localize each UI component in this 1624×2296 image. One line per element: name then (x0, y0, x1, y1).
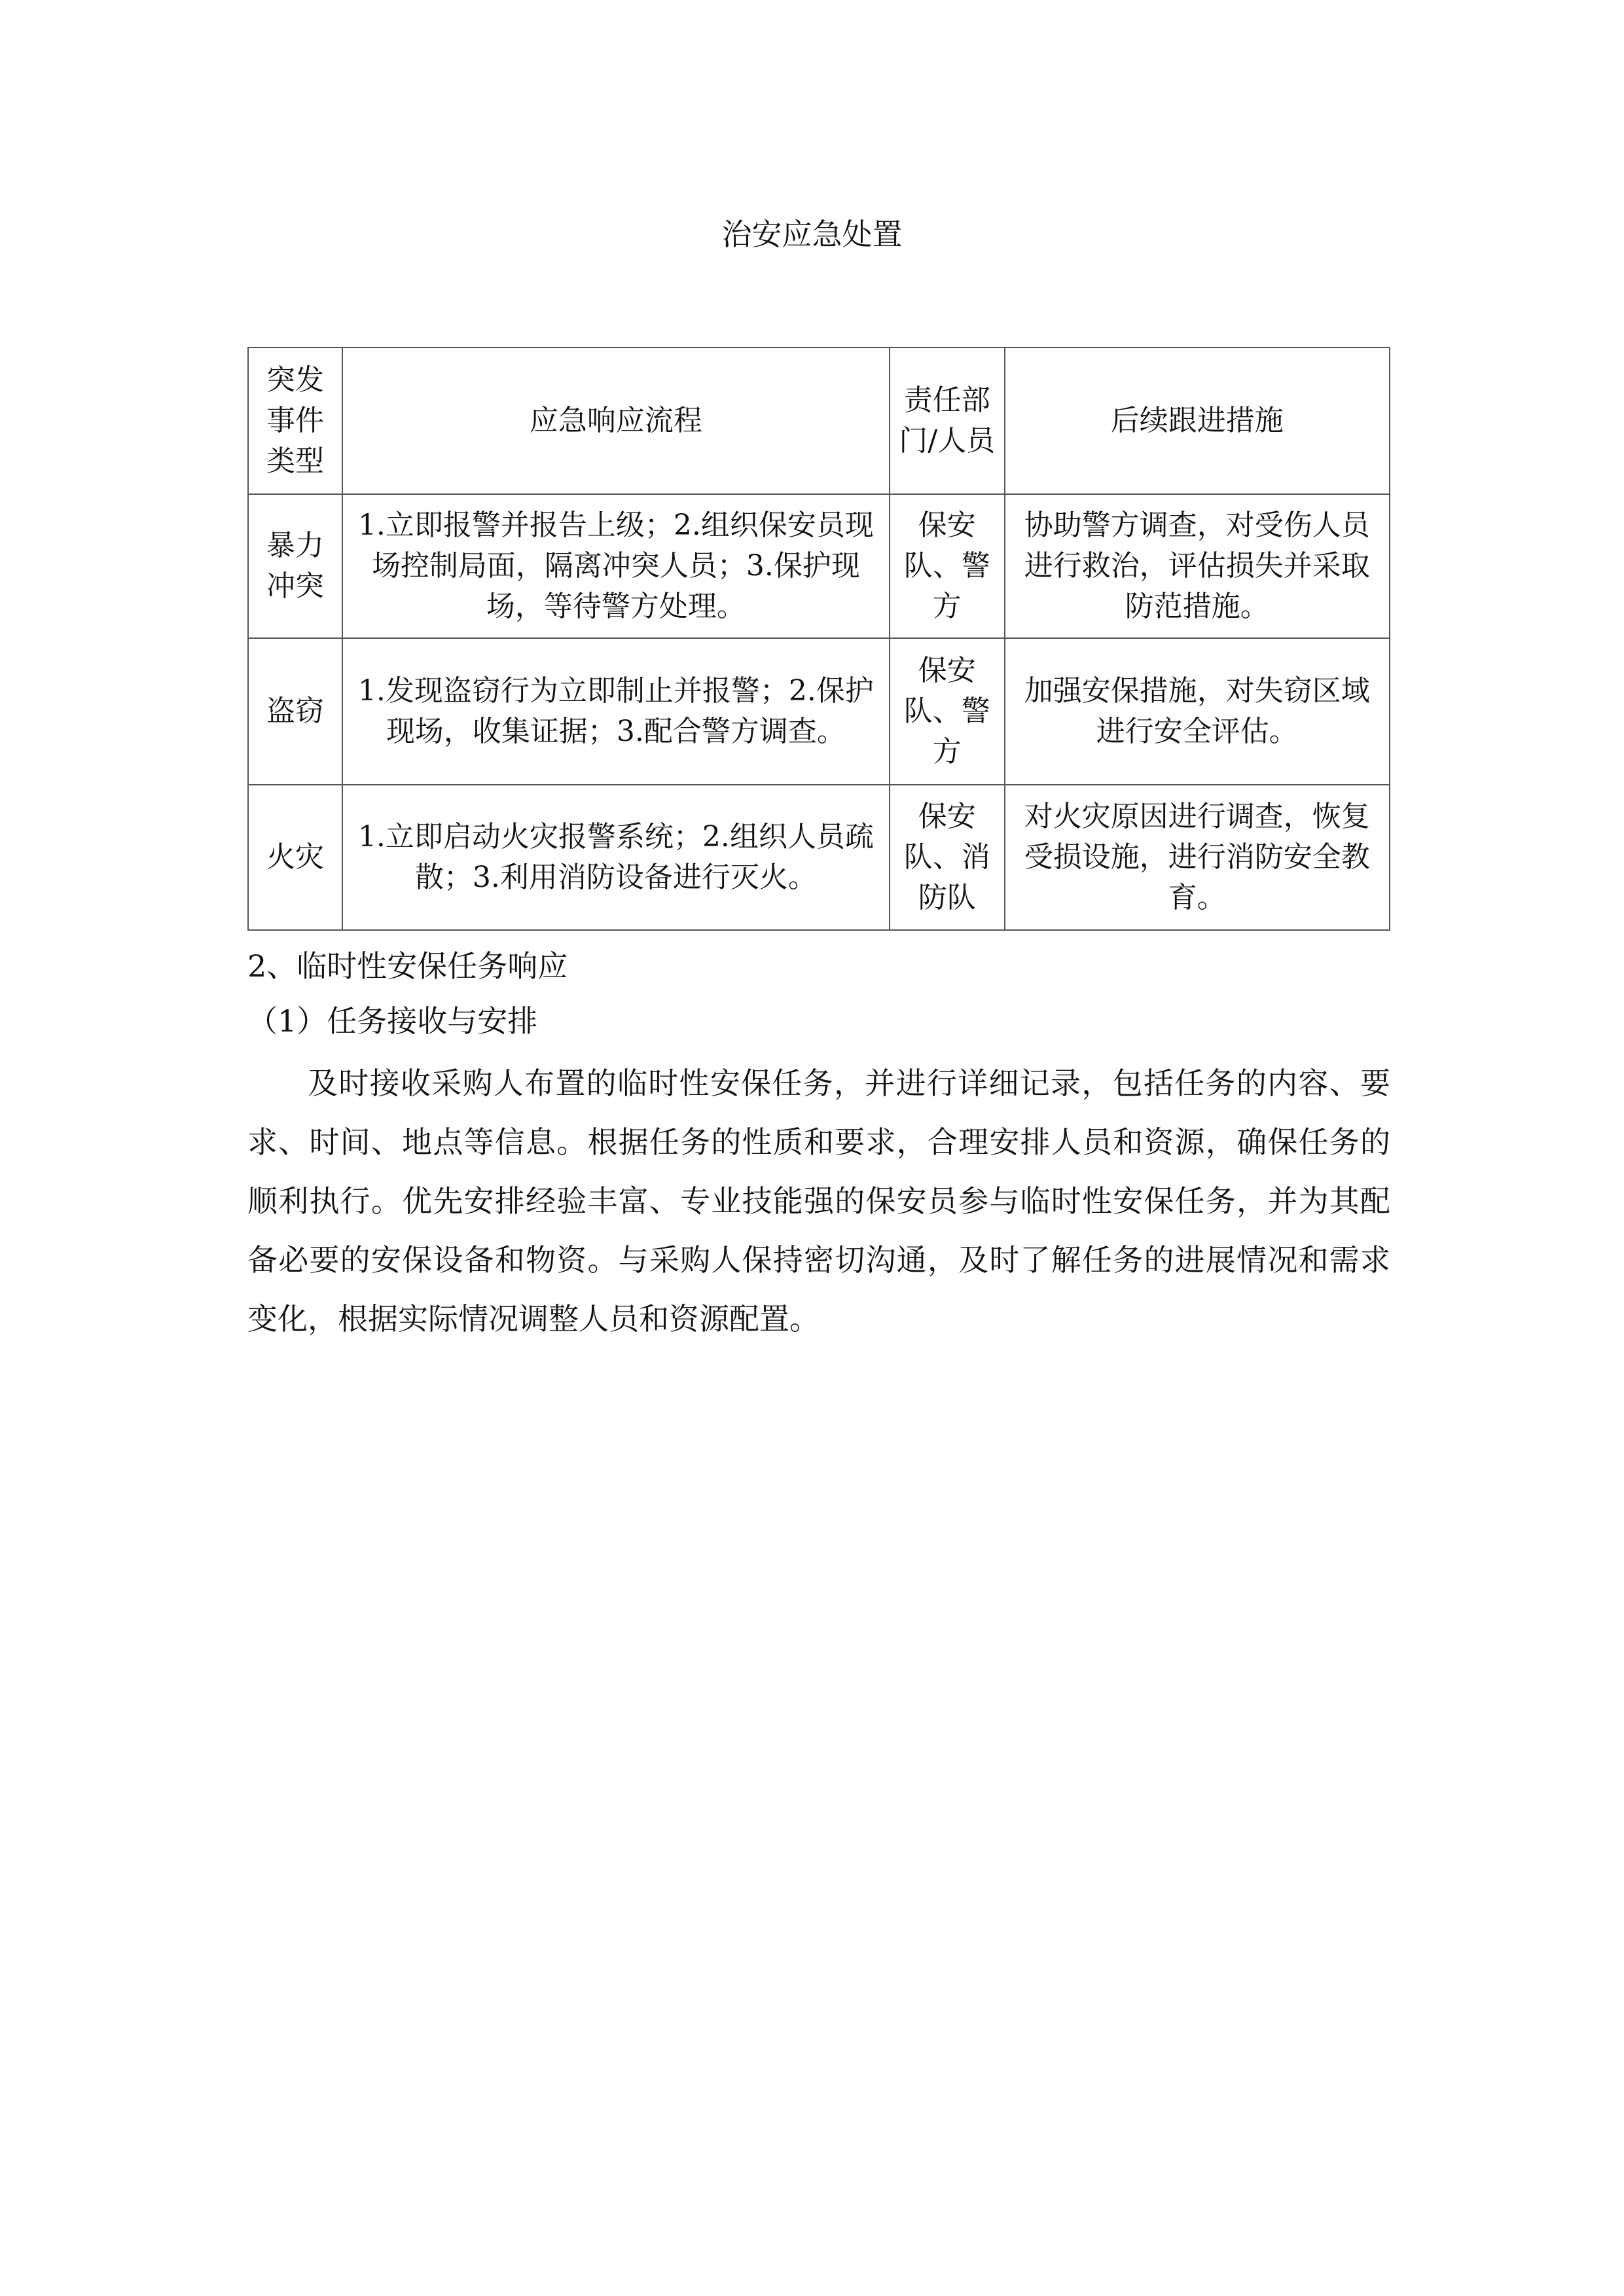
subsection-heading: （1）任务接收与安排 (247, 1003, 538, 1039)
header-responsible-dept: 责任部门/人员 (890, 348, 1005, 494)
cell-follow-up: 协助警方调查，对受伤人员进行救治，评估损失并采取防范措施。 (1005, 494, 1390, 638)
table-row (248, 785, 1390, 930)
table-header-row (248, 348, 1390, 494)
cell-follow-up: 加强安保措施，对失窃区域进行安全评估。 (1005, 638, 1390, 785)
cell-response-flow: 1.立即报警并报告上级；2.组织保安员现场控制局面，隔离冲突人员；3.保护现场，等待警方处理。 (342, 494, 890, 638)
table-row (248, 494, 1390, 638)
header-event-type: 突发事件类型 (248, 348, 342, 494)
table-row (248, 638, 1390, 785)
cell-follow-up: 对火灾原因进行调查，恢复受损设施，进行消防安全教育。 (1005, 785, 1390, 930)
cell-event-type: 盗窃 (248, 638, 342, 785)
header-response-flow: 应急响应流程 (342, 348, 890, 494)
cell-response-flow: 1.发现盗窃行为立即制止并报警；2.保护现场，收集证据；3.配合警方调查。 (342, 638, 890, 785)
section-heading: 2、临时性安保任务响应 (247, 948, 568, 984)
cell-event-type: 火灾 (248, 785, 342, 930)
cell-event-type: 暴力冲突 (248, 494, 342, 638)
cell-response-flow: 1.立即启动火灾报警系统；2.组织人员疏散；3.利用消防设备进行灭火。 (342, 785, 890, 930)
body-paragraph: 及时接收采购人布置的临时性安保任务，并进行详细记录，包括任务的内容、要求、时间、地点等信息。根据任务的性质和要求，合理安排人员和资源，确保任务的顺利执行。优先安排经验丰富、专业技能强的保安员参与临时性安保任务，并为其配备必要的安保设备和物资。与采购人保持密切沟通，及时了解任务的进展情况和需求变化，根据实际情况调整人员和资源配置。 (247, 1066, 1390, 1336)
emergency-response-table (247, 347, 1390, 931)
document-title: 治安应急处置 (721, 217, 903, 252)
cell-responsible-dept: 保安队、警方 (890, 494, 1005, 638)
cell-responsible-dept: 保安队、警方 (890, 638, 1005, 785)
cell-responsible-dept: 保安队、消防队 (890, 785, 1005, 930)
header-follow-up: 后续跟进措施 (1005, 348, 1390, 494)
